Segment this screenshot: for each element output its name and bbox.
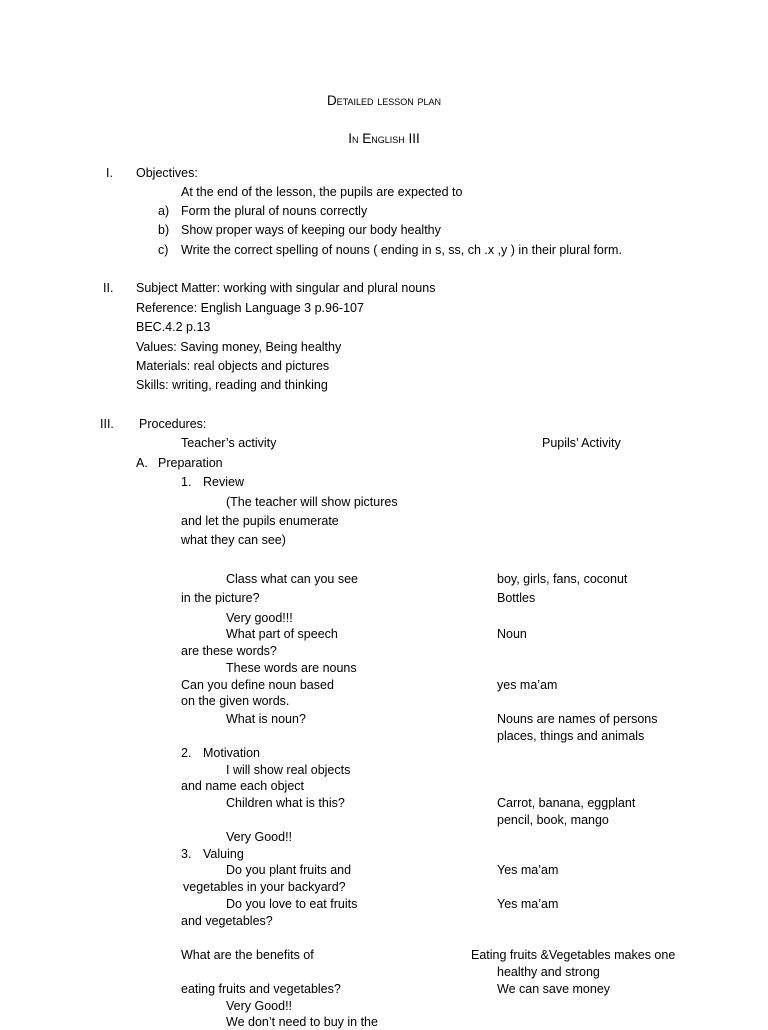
- pupil-line: pencil, book, mango: [497, 813, 609, 827]
- teacher-line: and vegetables?: [181, 914, 273, 928]
- objectives-heading: Objectives:: [136, 166, 198, 180]
- list-marker: 1.: [181, 475, 192, 489]
- section-numeral: I.: [106, 166, 113, 180]
- teacher-line: Can you define noun based: [181, 678, 334, 692]
- objective-item: Write the correct spelling of nouns ( ending in s, ss, ch .x ,y ) in their plural form.: [181, 243, 622, 257]
- bec-line: BEC.4.2 p.13: [136, 320, 211, 334]
- teacher-line: (The teacher will show pictures: [226, 495, 398, 509]
- motivation-heading: Motivation: [203, 746, 260, 760]
- teacher-line: These words are nouns: [226, 661, 357, 675]
- list-marker: a): [158, 204, 170, 218]
- teacher-line: and name each object: [181, 779, 305, 793]
- list-marker: A.: [136, 456, 148, 470]
- teacher-line: Very Good!!: [226, 830, 293, 844]
- teacher-line: Very good!!!: [226, 611, 293, 625]
- teacher-line: vegetables in your backyard?: [183, 880, 346, 894]
- teacher-line: on the given words.: [181, 694, 290, 708]
- teacher-line: Children what is this?: [226, 796, 345, 810]
- pupil-line: places, things and animals: [497, 729, 645, 743]
- teacher-line: We don’t need to buy in the: [226, 1015, 378, 1029]
- pupil-line: Eating fruits &Vegetables makes one: [471, 948, 676, 962]
- subject-matter-line: Subject Matter: working with singular and plural nouns: [136, 281, 436, 295]
- list-marker: c): [158, 243, 169, 257]
- procedures-heading: Procedures:: [139, 417, 207, 431]
- review-heading: Review: [203, 475, 244, 489]
- pupil-line: Nouns are names of persons: [497, 712, 658, 726]
- teacher-line: and let the pupils enumerate: [181, 514, 339, 528]
- teacher-line: I will show real objects: [226, 763, 351, 777]
- document-title: Detailed lesson plan: [326, 93, 442, 108]
- reference-line: Reference: English Language 3 p.96-107: [136, 301, 364, 315]
- objective-item: Show proper ways of keeping our body healthy: [181, 223, 441, 237]
- pupil-column-header: Pupils’ Activity: [542, 436, 621, 450]
- pupil-line: Yes ma’am: [497, 897, 559, 911]
- objectives-intro: At the end of the lesson, the pupils are expected to: [181, 185, 463, 199]
- document-subtitle: In English III: [348, 131, 420, 146]
- list-marker: 3.: [181, 847, 192, 861]
- pupil-line: Noun: [497, 627, 527, 641]
- pupil-line: We can save money: [497, 982, 611, 996]
- pupil-line: Bottles: [497, 591, 536, 605]
- section-a-heading: Preparation: [158, 456, 223, 470]
- section-numeral: II.: [103, 281, 114, 295]
- teacher-line: eating fruits and vegetables?: [181, 982, 341, 996]
- pupil-line: boy, girls, fans, coconut: [497, 572, 628, 586]
- teacher-line: what they can see): [181, 533, 286, 547]
- materials-line: Materials: real objects and pictures: [136, 359, 330, 373]
- teacher-line: What is noun?: [226, 712, 306, 726]
- pupil-line: Carrot, banana, eggplant: [497, 796, 636, 810]
- pupil-line: yes ma’am: [497, 678, 558, 692]
- list-marker: 2.: [181, 746, 192, 760]
- teacher-line: Very Good!!: [226, 999, 293, 1013]
- teacher-line: What are the benefits of: [181, 948, 314, 962]
- section-numeral: III.: [100, 417, 114, 431]
- teacher-line: in the picture?: [181, 591, 260, 605]
- teacher-column-header: Teacher’s activity: [181, 436, 277, 450]
- pupil-line: healthy and strong: [497, 965, 600, 979]
- objective-item: Form the plural of nouns correctly: [181, 204, 368, 218]
- teacher-line: What part of speech: [226, 627, 338, 641]
- teacher-line: Do you plant fruits and: [226, 863, 352, 877]
- valuing-heading: Valuing: [203, 847, 244, 861]
- pupil-line: Yes ma’am: [497, 863, 559, 877]
- skills-line: Skills: writing, reading and thinking: [136, 378, 328, 392]
- teacher-line: Do you love to eat fruits: [226, 897, 358, 911]
- list-marker: b): [158, 223, 170, 237]
- values-line: Values: Saving money, Being healthy: [136, 340, 342, 354]
- teacher-line: Class what can you see: [226, 572, 359, 586]
- teacher-line: are these words?: [181, 644, 277, 658]
